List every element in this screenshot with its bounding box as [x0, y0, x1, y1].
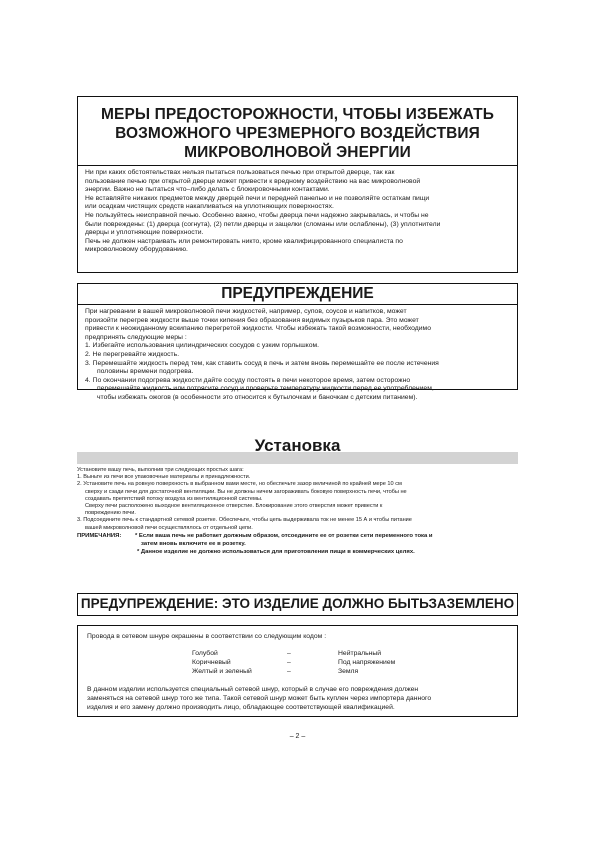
- text-line: привести к неожиданному вскипанию перегретой жидкости. Чтобы избежать такой возможности, необходимо: [85, 325, 432, 333]
- notes-label: ПРИМЕЧАНИЯ:: [77, 532, 122, 539]
- exposure-precautions-title: МЕРЫ ПРЕДОСТОРОЖНОСТИ, ЧТОБЫ ИЗБЕЖАТЬ ВОЗМОЖНОГО ЧРЕЗМЕРНОГО ВОЗДЕЙСТВИЯ МИКРОВОЛНОВОЙ ЭНЕРГИИ: [101, 106, 494, 161]
- text-line: Не вставляйте никаких предметов между дверцей печи и передней панелью и не позволяйте остаткам пищи: [85, 194, 430, 202]
- text-line: или осадкам чистящих средств накапливаться на уплотняющих поверхностях.: [85, 203, 334, 211]
- wire-meaning: Под напряжением: [338, 659, 396, 666]
- text-line: Установите вашу печь, выполнив три следующих простых шага:: [77, 467, 244, 473]
- warning-title: ПРЕДУПРЕЖДЕНИЕ: [221, 285, 374, 302]
- text-line: При нагревании в вашей микроволновой печи жидкостей, например, супов, соусов и напитков, может: [85, 308, 407, 315]
- text-line: 1. Выньте из печи все упаковочные материалы и принадлежности.: [77, 474, 251, 481]
- text-line: энергии. Важно не пытаться что–либо делать с блокировочными контактами.: [85, 186, 330, 194]
- wire-color: Голубой: [192, 650, 218, 657]
- wire-dash: –: [287, 650, 291, 657]
- text-line: заменяться на сетевой шнур того же типа. Такой сетевой шнур может быть куплен через импортера данного: [87, 694, 432, 702]
- wire-color: Желтый и зеленый: [192, 668, 252, 675]
- notes-list: [77, 532, 522, 556]
- text-line: 3. Подсоедините печь к стандартной сетевой розетке. Обеспечьте, чтобы цепь выдерживала ток не менее 15 А и чтобы питание: [77, 517, 412, 524]
- text-line: произойти перегрев жидкости выше точки кипения без образования видимых пузырьков пара. Это может: [85, 316, 419, 324]
- list-item-line: 4. По окончании подогрева жидкости дайте сосуду постоять в печи некоторое время, затем осторожно: [85, 376, 411, 384]
- text-line: 2. Установите печь на ровную поверхность в выбранном вами месте, но обеспечьте зазор величиной по крайней мере 10 см: [77, 481, 402, 488]
- text-line: создавать препятствий потоку воздуха из вентиляционной системы.: [85, 495, 263, 502]
- text-line: дверцы и уплотняющие поверхности.: [85, 229, 204, 237]
- list-item-line: 1. Избегайте использования цилиндрических сосудов с узким горлышком.: [85, 342, 320, 350]
- note-line: * Данное изделие не должно использоваться для приготовления пищи в коммерческих целях.: [137, 548, 415, 555]
- list-item-line: 3. Перемешайте жидкость перед тем, как ставить сосуд в печь и затем вновь перемешайте ее после истечения: [85, 359, 439, 367]
- list-item-line: 2. Не перегревайте жидкость.: [85, 350, 180, 358]
- exposure-precautions-box: [77, 96, 518, 273]
- wire-dash: –: [287, 668, 291, 675]
- text-line: были повреждены: (1) дверца (согнута), (2) петли дверцы и защелки (сломаны или ослаблены), (3) уплотнители: [85, 220, 441, 228]
- divider: [78, 304, 517, 305]
- warning-box: [77, 283, 518, 401]
- grounding-warning-box: [77, 625, 518, 717]
- wire-meaning: Земля: [338, 668, 359, 675]
- text-line: изделия и его замену должно производить лицо, обладающее соответствующей квалификацией.: [87, 703, 395, 711]
- warning-text: [85, 308, 511, 403]
- list-item-line: перемешайте жидкость или потрясите сосуд и проверьте температуру жидкости перед ее употреблением,: [97, 385, 434, 393]
- wire-dash: –: [287, 659, 291, 666]
- grounding-warning-title: ПРЕДУПРЕЖДЕНИЕ: ЭТО ИЗДЕЛИЕ ДОЛЖНО БЫТЬЗАЗЕМЛЕНО: [77, 593, 518, 616]
- text-line: В данном изделии используется специальный сетевой шнур, который в случае его повреждения должен: [87, 686, 419, 693]
- page-number: – 2 –: [289, 733, 306, 740]
- text-line: Не пользуйтесь неисправной печью. Особенно важно, чтобы дверца печи надежно закрывалась, и чтобы не: [85, 211, 429, 219]
- note-line: * Если ваша печь не работает должным образом, отсоедините ее от розетки сети переменного тока и: [135, 532, 433, 539]
- text-line: предпринять следующие меры :: [85, 333, 187, 341]
- text-line: Сверху печи расположено выходное вентиляционное отверстие. Блокирование этого отверстия может привести к: [85, 503, 383, 510]
- wire-code-intro: Провода в сетевом шнуре окрашены в соответствии со следующим кодом :: [87, 633, 327, 640]
- wire-meaning: Нейтральный: [338, 650, 382, 657]
- installation-text: [77, 467, 522, 556]
- divider: [78, 165, 517, 166]
- exposure-precautions-text: [85, 169, 511, 255]
- wire-color: Коричневый: [192, 659, 231, 666]
- text-line: Ни при каких обстоятельствах нельзя пытаться пользоваться печью при открытой дверце, так как: [85, 169, 395, 176]
- text-line: сверху и сзади печи для достаточной вентиляции. Вы не должны ничем загораживать боковую поверхность печи, чтобы не: [85, 488, 407, 495]
- list-item-line: половины времени подогрева.: [97, 368, 194, 376]
- installation-title: Установка: [254, 436, 341, 455]
- note-line: затем вновь включите ее в розетку.: [141, 540, 246, 547]
- text-line: микроволновому оборудованию.: [85, 246, 188, 254]
- list-item-line: чтобы избежать ожогов (в особенности это относится к бутылочкам и баночкам с детским питанием).: [97, 393, 418, 401]
- power-cord-note: [87, 686, 509, 712]
- notes-block: [77, 532, 522, 556]
- text-line: пользование печью при открытой дверце может привести к вредному воздействию на вас микроволновой: [85, 177, 421, 185]
- text-line: вашей микроволновой печи осуществлялось от отдельной цепи.: [85, 524, 253, 531]
- text-line: Печь не должен настраивать или ремонтировать никто, кроме квалифицированного специалиста по: [85, 237, 403, 245]
- text-line: повреждению печи.: [85, 510, 136, 517]
